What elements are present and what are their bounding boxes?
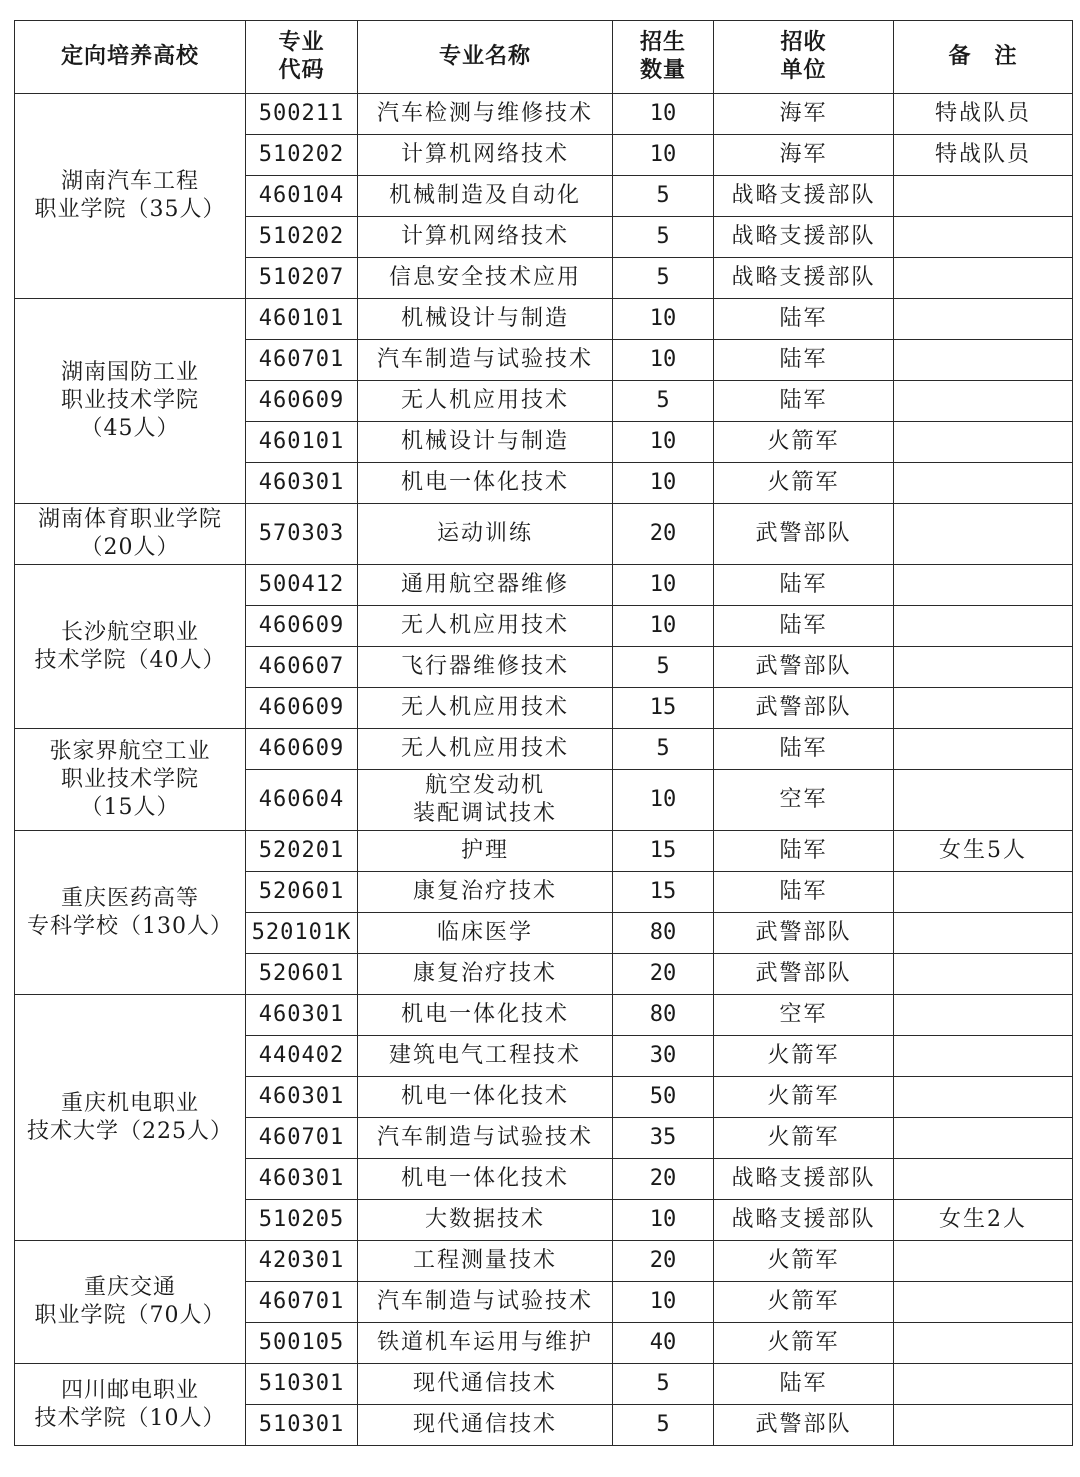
major-code-cell: 510202 bbox=[246, 217, 358, 258]
recruiting-unit-cell: 陆军 bbox=[714, 606, 894, 647]
major-name-cell bbox=[358, 647, 613, 688]
recruiting-unit-cell: 火箭军 bbox=[714, 463, 894, 504]
enrollment-count-cell: 15 bbox=[613, 688, 714, 729]
major-code-cell: 460301 bbox=[246, 463, 358, 504]
major-name-line: 现代通信技术 bbox=[412, 1412, 557, 1437]
remarks-cell bbox=[894, 463, 1073, 504]
enrollment-count-cell: 10 bbox=[613, 565, 714, 606]
header-code bbox=[246, 21, 358, 94]
enrollment-count-cell: 20 bbox=[613, 954, 714, 995]
major-name-cell bbox=[358, 872, 613, 913]
table-row bbox=[15, 299, 1073, 340]
major-code-cell: 500412 bbox=[246, 565, 358, 606]
enrollment-count-cell: 5 bbox=[613, 217, 714, 258]
major-name-line: 无人机应用技术 bbox=[400, 695, 569, 720]
major-name-cell bbox=[358, 94, 613, 135]
major-name-cell bbox=[358, 1036, 613, 1077]
recruiting-unit-cell: 火箭军 bbox=[714, 1282, 894, 1323]
school-name-line: 湖南国防工业 bbox=[60, 360, 199, 385]
remarks-cell: 特战队员 bbox=[894, 94, 1073, 135]
recruiting-unit-cell: 陆军 bbox=[714, 299, 894, 340]
recruiting-unit-cell: 武警部队 bbox=[714, 504, 894, 565]
enrollment-count-cell: 30 bbox=[613, 1036, 714, 1077]
major-code-cell: 460609 bbox=[246, 606, 358, 647]
table-row bbox=[15, 729, 1073, 770]
recruiting-unit-cell: 陆军 bbox=[714, 340, 894, 381]
major-name-cell bbox=[358, 995, 613, 1036]
major-name-line: 大数据技术 bbox=[424, 1207, 545, 1232]
major-code-cell: 460104 bbox=[246, 176, 358, 217]
header-unit bbox=[714, 21, 894, 94]
remarks-cell: 女生5人 bbox=[894, 831, 1073, 872]
remarks-cell bbox=[894, 217, 1073, 258]
school-name-line: 张家界航空工业 bbox=[49, 738, 211, 764]
table-row bbox=[15, 1241, 1073, 1282]
major-name-line: 护理 bbox=[460, 838, 509, 863]
major-name-line: 建筑电气工程技术 bbox=[388, 1043, 581, 1068]
major-name-line: 飞行器维修技术 bbox=[400, 654, 569, 679]
major-name-line: 无人机应用技术 bbox=[400, 736, 569, 761]
header-count-line-1: 招生 bbox=[639, 30, 686, 55]
major-name-cell bbox=[358, 1159, 613, 1200]
major-code-cell: 460701 bbox=[246, 1282, 358, 1323]
major-name-cell bbox=[358, 463, 613, 504]
major-name-line: 机械设计与制造 bbox=[400, 306, 569, 331]
recruiting-unit-cell: 火箭军 bbox=[714, 1241, 894, 1282]
enrollment-count-cell: 10 bbox=[613, 463, 714, 504]
recruiting-unit-cell: 战略支援部队 bbox=[714, 258, 894, 299]
major-name-cell bbox=[358, 299, 613, 340]
major-name-cell bbox=[358, 1405, 613, 1446]
table-row bbox=[15, 995, 1073, 1036]
table-row bbox=[15, 504, 1073, 565]
school-name-line: 职业学院（35人） bbox=[34, 197, 226, 222]
major-name-cell bbox=[358, 913, 613, 954]
major-name-cell bbox=[358, 1077, 613, 1118]
remarks-cell bbox=[894, 606, 1073, 647]
major-code-cell: 460609 bbox=[246, 729, 358, 770]
school-name-cell bbox=[15, 831, 246, 995]
enrollment-count-cell: 5 bbox=[613, 381, 714, 422]
major-code-cell: 460301 bbox=[246, 1077, 358, 1118]
major-name-cell bbox=[358, 1118, 613, 1159]
major-name-cell bbox=[358, 176, 613, 217]
school-name-line: 职业学院（70人） bbox=[34, 1303, 226, 1328]
enrollment-count-cell: 10 bbox=[613, 606, 714, 647]
enrollment-count-cell: 10 bbox=[613, 135, 714, 176]
school-name-line: （45人） bbox=[80, 416, 180, 441]
major-name-line: 汽车制造与试验技术 bbox=[376, 347, 593, 372]
school-name-cell bbox=[15, 299, 246, 504]
major-code-cell: 510205 bbox=[246, 1200, 358, 1241]
major-name-line: 现代通信技术 bbox=[412, 1371, 557, 1396]
header-note: 备 注 bbox=[894, 21, 1073, 94]
remarks-cell bbox=[894, 913, 1073, 954]
major-code-cell: 460301 bbox=[246, 1159, 358, 1200]
enrollment-count-cell: 10 bbox=[613, 422, 714, 463]
recruiting-unit-cell: 海军 bbox=[714, 94, 894, 135]
major-code-cell: 420301 bbox=[246, 1241, 358, 1282]
major-name-line: 汽车制造与试验技术 bbox=[376, 1125, 593, 1150]
major-code-cell: 460701 bbox=[246, 1118, 358, 1159]
recruiting-unit-cell: 战略支援部队 bbox=[714, 1200, 894, 1241]
recruiting-unit-cell: 武警部队 bbox=[714, 647, 894, 688]
header-major: 专业名称 bbox=[358, 21, 613, 94]
major-name-line: 工程测量技术 bbox=[412, 1248, 557, 1273]
remarks-cell bbox=[894, 422, 1073, 463]
school-name-line: 技术学院（10人） bbox=[34, 1405, 226, 1431]
table-row bbox=[15, 94, 1073, 135]
enrollment-count-cell: 80 bbox=[613, 995, 714, 1036]
major-name-line: 无人机应用技术 bbox=[400, 613, 569, 638]
recruiting-unit-cell: 战略支援部队 bbox=[714, 1159, 894, 1200]
major-name-line: 汽车检测与维修技术 bbox=[376, 101, 593, 126]
major-code-cell: 520101K bbox=[246, 913, 358, 954]
remarks-cell bbox=[894, 299, 1073, 340]
remarks-cell bbox=[894, 647, 1073, 688]
school-name-cell bbox=[15, 565, 246, 729]
major-code-cell: 510301 bbox=[246, 1364, 358, 1405]
remarks-cell bbox=[894, 381, 1073, 422]
major-name-cell bbox=[358, 606, 613, 647]
remarks-cell bbox=[894, 1282, 1073, 1323]
school-name-line: 重庆机电职业 bbox=[60, 1090, 199, 1116]
major-name-cell bbox=[358, 1241, 613, 1282]
major-name-line: 机电一体化技术 bbox=[400, 470, 569, 495]
school-name-cell bbox=[15, 504, 246, 565]
major-name-cell bbox=[358, 1323, 613, 1364]
major-code-cell: 500211 bbox=[246, 94, 358, 135]
enrollment-count-cell: 15 bbox=[613, 831, 714, 872]
major-name-line: 康复治疗技术 bbox=[412, 961, 557, 986]
major-code-cell: 460609 bbox=[246, 381, 358, 422]
remarks-cell bbox=[894, 729, 1073, 770]
enrollment-count-cell: 10 bbox=[613, 94, 714, 135]
major-code-cell: 510207 bbox=[246, 258, 358, 299]
major-name-cell bbox=[358, 504, 613, 565]
major-name-cell bbox=[358, 422, 613, 463]
remarks-cell bbox=[894, 565, 1073, 606]
major-name-line: 汽车制造与试验技术 bbox=[376, 1289, 593, 1314]
recruiting-unit-cell: 武警部队 bbox=[714, 913, 894, 954]
remarks-cell bbox=[894, 872, 1073, 913]
recruiting-unit-cell: 武警部队 bbox=[714, 688, 894, 729]
remarks-cell bbox=[894, 1364, 1073, 1405]
school-name-cell bbox=[15, 1364, 246, 1446]
school-name-cell bbox=[15, 1241, 246, 1364]
major-code-cell: 570303 bbox=[246, 504, 358, 565]
school-name-line: 四川邮电职业 bbox=[60, 1377, 199, 1403]
school-name-line: （15人） bbox=[80, 794, 180, 820]
enrollment-count-cell: 10 bbox=[613, 299, 714, 340]
school-name-cell bbox=[15, 94, 246, 299]
major-name-cell bbox=[358, 770, 613, 831]
recruiting-unit-cell: 战略支援部队 bbox=[714, 217, 894, 258]
school-name-line: 职业技术学院 bbox=[60, 766, 199, 792]
recruiting-unit-cell: 陆军 bbox=[714, 831, 894, 872]
table-row bbox=[15, 1364, 1073, 1405]
remarks-cell bbox=[894, 688, 1073, 729]
major-code-cell: 460101 bbox=[246, 422, 358, 463]
recruiting-unit-cell: 火箭军 bbox=[714, 1036, 894, 1077]
enrollment-count-cell: 5 bbox=[613, 1405, 714, 1446]
remarks-cell bbox=[894, 504, 1073, 565]
major-code-cell: 460607 bbox=[246, 647, 358, 688]
major-name-line: 计算机网络技术 bbox=[400, 224, 569, 249]
remarks-cell bbox=[894, 995, 1073, 1036]
remarks-cell bbox=[894, 1241, 1073, 1282]
major-code-cell: 520601 bbox=[246, 954, 358, 995]
major-code-cell: 460101 bbox=[246, 299, 358, 340]
remarks-cell bbox=[894, 1036, 1073, 1077]
school-name-line: 职业技术学院 bbox=[60, 388, 199, 413]
school-name-cell bbox=[15, 729, 246, 831]
major-name-line: 机械制造及自动化 bbox=[388, 183, 581, 208]
school-name-line: 重庆医药高等 bbox=[60, 885, 199, 911]
header-unit-line-1: 招收 bbox=[780, 30, 827, 55]
school-name-cell bbox=[15, 995, 246, 1241]
major-name-line: 无人机应用技术 bbox=[400, 388, 569, 413]
enrollment-table bbox=[14, 20, 1073, 1446]
remarks-cell bbox=[894, 954, 1073, 995]
school-name-line: 湖南体育职业学院 bbox=[37, 507, 222, 532]
recruiting-unit-cell: 陆军 bbox=[714, 1364, 894, 1405]
major-name-line: 机电一体化技术 bbox=[400, 1002, 569, 1027]
major-name-cell bbox=[358, 1200, 613, 1241]
enrollment-count-cell: 10 bbox=[613, 1200, 714, 1241]
recruiting-unit-cell: 火箭军 bbox=[714, 1323, 894, 1364]
major-code-cell: 510301 bbox=[246, 1405, 358, 1446]
major-name-cell bbox=[358, 954, 613, 995]
school-name-line: 专科学校（130人） bbox=[27, 913, 233, 939]
enrollment-count-cell: 5 bbox=[613, 1364, 714, 1405]
major-code-cell: 460609 bbox=[246, 688, 358, 729]
school-name-line: 重庆交通 bbox=[83, 1275, 176, 1300]
major-code-cell: 510202 bbox=[246, 135, 358, 176]
remarks-cell bbox=[894, 770, 1073, 831]
recruiting-unit-cell: 空军 bbox=[714, 770, 894, 831]
header-count bbox=[613, 21, 714, 94]
major-code-cell: 520601 bbox=[246, 872, 358, 913]
header-row bbox=[15, 21, 1073, 94]
major-name-cell bbox=[358, 688, 613, 729]
header-code-line-1: 专业 bbox=[278, 30, 325, 55]
recruiting-unit-cell: 空军 bbox=[714, 995, 894, 1036]
major-name-line: 装配调试技术 bbox=[412, 801, 557, 826]
major-name-line: 临床医学 bbox=[436, 920, 533, 945]
enrollment-count-cell: 5 bbox=[613, 729, 714, 770]
recruiting-unit-cell: 火箭军 bbox=[714, 1118, 894, 1159]
recruiting-unit-cell: 战略支援部队 bbox=[714, 176, 894, 217]
major-name-cell bbox=[358, 729, 613, 770]
enrollment-count-cell: 80 bbox=[613, 913, 714, 954]
remarks-cell bbox=[894, 1159, 1073, 1200]
recruiting-unit-cell: 武警部队 bbox=[714, 954, 894, 995]
enrollment-count-cell: 20 bbox=[613, 504, 714, 565]
major-name-cell bbox=[358, 258, 613, 299]
header-unit-line-2: 单位 bbox=[780, 58, 827, 83]
enrollment-count-cell: 5 bbox=[613, 258, 714, 299]
major-name-line: 信息安全技术应用 bbox=[388, 265, 581, 290]
major-name-cell bbox=[358, 217, 613, 258]
major-code-cell: 520201 bbox=[246, 831, 358, 872]
remarks-cell bbox=[894, 1077, 1073, 1118]
recruiting-unit-cell: 陆军 bbox=[714, 565, 894, 606]
enrollment-count-cell: 50 bbox=[613, 1077, 714, 1118]
major-name-line: 机械设计与制造 bbox=[400, 429, 569, 454]
school-name-line: 长沙航空职业 bbox=[60, 619, 199, 645]
recruiting-unit-cell: 火箭军 bbox=[714, 422, 894, 463]
major-name-cell bbox=[358, 340, 613, 381]
major-name-cell bbox=[358, 831, 613, 872]
major-name-line: 机电一体化技术 bbox=[400, 1084, 569, 1109]
major-name-line: 通用航空器维修 bbox=[400, 572, 569, 597]
major-code-cell: 440402 bbox=[246, 1036, 358, 1077]
enrollment-count-cell: 10 bbox=[613, 340, 714, 381]
major-name-cell bbox=[358, 565, 613, 606]
table-row bbox=[15, 565, 1073, 606]
enrollment-count-cell: 15 bbox=[613, 872, 714, 913]
major-name-line: 航空发动机 bbox=[424, 773, 545, 798]
major-code-cell: 460701 bbox=[246, 340, 358, 381]
recruiting-unit-cell: 火箭军 bbox=[714, 1077, 894, 1118]
remarks-cell bbox=[894, 1405, 1073, 1446]
major-name-line: 康复治疗技术 bbox=[412, 879, 557, 904]
enrollment-count-cell: 5 bbox=[613, 176, 714, 217]
remarks-cell bbox=[894, 340, 1073, 381]
major-name-line: 运动训练 bbox=[436, 521, 533, 546]
major-name-cell bbox=[358, 381, 613, 422]
enrollment-count-cell: 10 bbox=[613, 1282, 714, 1323]
remarks-cell bbox=[894, 258, 1073, 299]
recruiting-unit-cell: 武警部队 bbox=[714, 1405, 894, 1446]
major-name-line: 铁道机车运用与维护 bbox=[376, 1330, 593, 1355]
major-name-cell bbox=[358, 1364, 613, 1405]
table-body bbox=[15, 94, 1073, 1446]
major-name-line: 机电一体化技术 bbox=[400, 1166, 569, 1191]
header-count-line-2: 数量 bbox=[639, 58, 686, 83]
enrollment-count-cell: 20 bbox=[613, 1241, 714, 1282]
recruiting-unit-cell: 陆军 bbox=[714, 381, 894, 422]
header-code-line-2: 代码 bbox=[278, 58, 325, 83]
recruiting-unit-cell: 陆军 bbox=[714, 729, 894, 770]
school-name-line: 技术学院（40人） bbox=[34, 647, 226, 673]
header-school: 定向培养高校 bbox=[15, 21, 246, 94]
enrollment-count-cell: 5 bbox=[613, 647, 714, 688]
remarks-cell: 特战队员 bbox=[894, 135, 1073, 176]
enrollment-count-cell: 40 bbox=[613, 1323, 714, 1364]
enrollment-count-cell: 35 bbox=[613, 1118, 714, 1159]
major-code-cell: 500105 bbox=[246, 1323, 358, 1364]
recruiting-unit-cell: 陆军 bbox=[714, 872, 894, 913]
major-code-cell: 460301 bbox=[246, 995, 358, 1036]
school-name-line: （20人） bbox=[80, 535, 180, 560]
remarks-cell bbox=[894, 176, 1073, 217]
remarks-cell bbox=[894, 1323, 1073, 1364]
recruiting-unit-cell: 海军 bbox=[714, 135, 894, 176]
remarks-cell bbox=[894, 1118, 1073, 1159]
school-name-line: 湖南汽车工程 bbox=[60, 169, 199, 194]
table-row bbox=[15, 831, 1073, 872]
enrollment-count-cell: 10 bbox=[613, 770, 714, 831]
remarks-cell: 女生2人 bbox=[894, 1200, 1073, 1241]
school-name-line: 技术大学（225人） bbox=[27, 1118, 233, 1144]
major-code-cell: 460604 bbox=[246, 770, 358, 831]
enrollment-count-cell: 20 bbox=[613, 1159, 714, 1200]
major-name-cell bbox=[358, 1282, 613, 1323]
major-name-cell bbox=[358, 135, 613, 176]
major-name-line: 计算机网络技术 bbox=[400, 142, 569, 167]
